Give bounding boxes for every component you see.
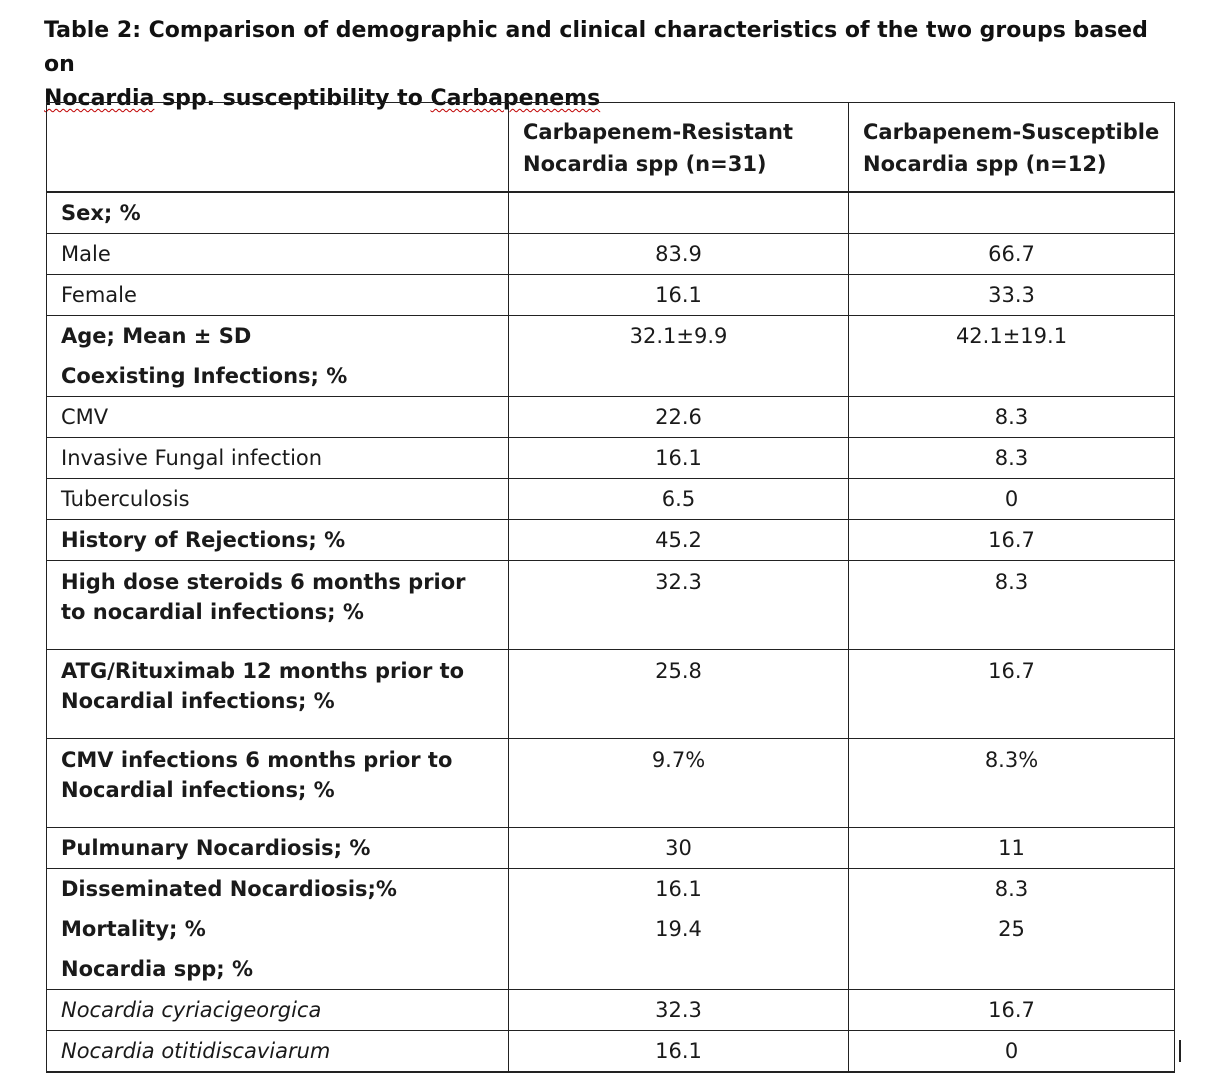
row-label: Disseminated Nocardiosis;% [47, 869, 509, 910]
table-row-pulmonary-nocardiosis [47, 828, 1175, 869]
table-row-nocardia-cyriacigeorgica [47, 990, 1175, 1031]
row-label [47, 650, 509, 739]
header-resistant-line-1: Carbapenem-Resistant [523, 120, 794, 144]
table-row-sex [47, 192, 1175, 234]
value-resistant: 30 [509, 828, 849, 869]
value-resistant: 19.4 [509, 909, 849, 949]
row-label: Sex; % [47, 192, 509, 234]
value-susceptible: 8.3 [849, 561, 1175, 650]
value-resistant [509, 192, 849, 234]
table-row-cmv-prior [47, 739, 1175, 828]
table-row-nocardia-spp [47, 949, 1175, 990]
row-label: Female [47, 275, 509, 316]
row-label: Age; Mean ± SD [47, 316, 509, 357]
value-resistant: 32.1±9.9 [509, 316, 849, 357]
value-susceptible: 16.7 [849, 650, 1175, 739]
value-resistant [509, 356, 849, 397]
value-susceptible: 25 [849, 909, 1175, 949]
table-row-age [47, 316, 1175, 357]
header-resistant [509, 103, 849, 193]
value-susceptible: 8.3 [849, 869, 1175, 910]
header-characteristic [47, 103, 509, 193]
value-resistant: 16.1 [509, 1031, 849, 1073]
row-label: Pulmunary Nocardiosis; % [47, 828, 509, 869]
row-label-line-1: High dose steroids 6 months prior [61, 570, 466, 594]
comparison-table [46, 102, 1175, 1073]
header-susceptible-line-1: Carbapenem-Susceptible [863, 120, 1160, 144]
header-susceptible [849, 103, 1175, 193]
table-row-tuberculosis [47, 479, 1175, 520]
value-resistant: 32.3 [509, 990, 849, 1031]
value-resistant: 45.2 [509, 520, 849, 561]
value-resistant: 16.1 [509, 869, 849, 910]
table-row-nocardia-otitidiscaviarum [47, 1031, 1175, 1073]
value-resistant: 25.8 [509, 650, 849, 739]
value-resistant: 16.1 [509, 275, 849, 316]
table-row-atg-rituximab [47, 650, 1175, 739]
value-susceptible [849, 192, 1175, 234]
row-label: History of Rejections; % [47, 520, 509, 561]
row-label-line-2: Nocardial infections; % [61, 689, 335, 713]
row-label [47, 561, 509, 650]
header-resistant-line-2: Nocardia spp (n=31) [523, 152, 767, 176]
value-resistant: 6.5 [509, 479, 849, 520]
table-row-history-of-rejections [47, 520, 1175, 561]
text-cursor [1179, 1040, 1181, 1062]
value-susceptible: 8.3 [849, 438, 1175, 479]
value-susceptible: 0 [849, 1031, 1175, 1073]
value-resistant: 83.9 [509, 234, 849, 275]
table-row-high-dose-steroids [47, 561, 1175, 650]
value-susceptible: 16.7 [849, 520, 1175, 561]
value-susceptible: 8.3% [849, 739, 1175, 828]
row-label: Invasive Fungal infection [47, 438, 509, 479]
value-susceptible: 8.3 [849, 397, 1175, 438]
table-caption [44, 14, 1184, 116]
table-row-female [47, 275, 1175, 316]
value-resistant: 16.1 [509, 438, 849, 479]
value-susceptible: 33.3 [849, 275, 1175, 316]
table-row-coexisting-infections [47, 356, 1175, 397]
table-row-mortality [47, 909, 1175, 949]
row-label: Male [47, 234, 509, 275]
row-label-line-1: CMV infections 6 months prior to [61, 748, 453, 772]
row-label: Nocardia spp; % [47, 949, 509, 990]
table-row-male [47, 234, 1175, 275]
value-susceptible: 0 [849, 479, 1175, 520]
spellcheck-word-carbapenems[interactable]: Carbapenems [430, 86, 601, 111]
value-susceptible: 11 [849, 828, 1175, 869]
value-susceptible: 16.7 [849, 990, 1175, 1031]
spellcheck-word-nocardia[interactable]: Nocardia [44, 86, 155, 111]
row-label: CMV [47, 397, 509, 438]
value-susceptible: 66.7 [849, 234, 1175, 275]
table-row-cmv [47, 397, 1175, 438]
value-resistant: 32.3 [509, 561, 849, 650]
row-label: Tuberculosis [47, 479, 509, 520]
caption-line-1: Table 2: Comparison of demographic and clinical characteristics of the two groups based on [44, 18, 1148, 77]
row-label-line-2: to nocardial infections; % [61, 600, 364, 624]
row-label: Coexisting Infections; % [47, 356, 509, 397]
row-label: Nocardia otitidiscaviarum [47, 1031, 509, 1073]
table-header-row [47, 103, 1175, 193]
row-label: Nocardia cyriacigeorgica [47, 990, 509, 1031]
caption-line-2-text: spp. susceptibility to [154, 86, 431, 111]
row-label-line-1: ATG/Rituximab 12 months prior to [61, 659, 465, 683]
value-resistant: 22.6 [509, 397, 849, 438]
value-resistant [509, 949, 849, 990]
value-resistant: 9.7% [509, 739, 849, 828]
row-label-line-2: Nocardial infections; % [61, 778, 335, 802]
value-susceptible: 42.1±19.1 [849, 316, 1175, 357]
row-label [47, 739, 509, 828]
header-susceptible-line-2: Nocardia spp (n=12) [863, 152, 1107, 176]
value-susceptible [849, 356, 1175, 397]
value-susceptible [849, 949, 1175, 990]
table-row-invasive-fungal [47, 438, 1175, 479]
table-row-disseminated-nocardiosis [47, 869, 1175, 910]
row-label: Mortality; % [47, 909, 509, 949]
